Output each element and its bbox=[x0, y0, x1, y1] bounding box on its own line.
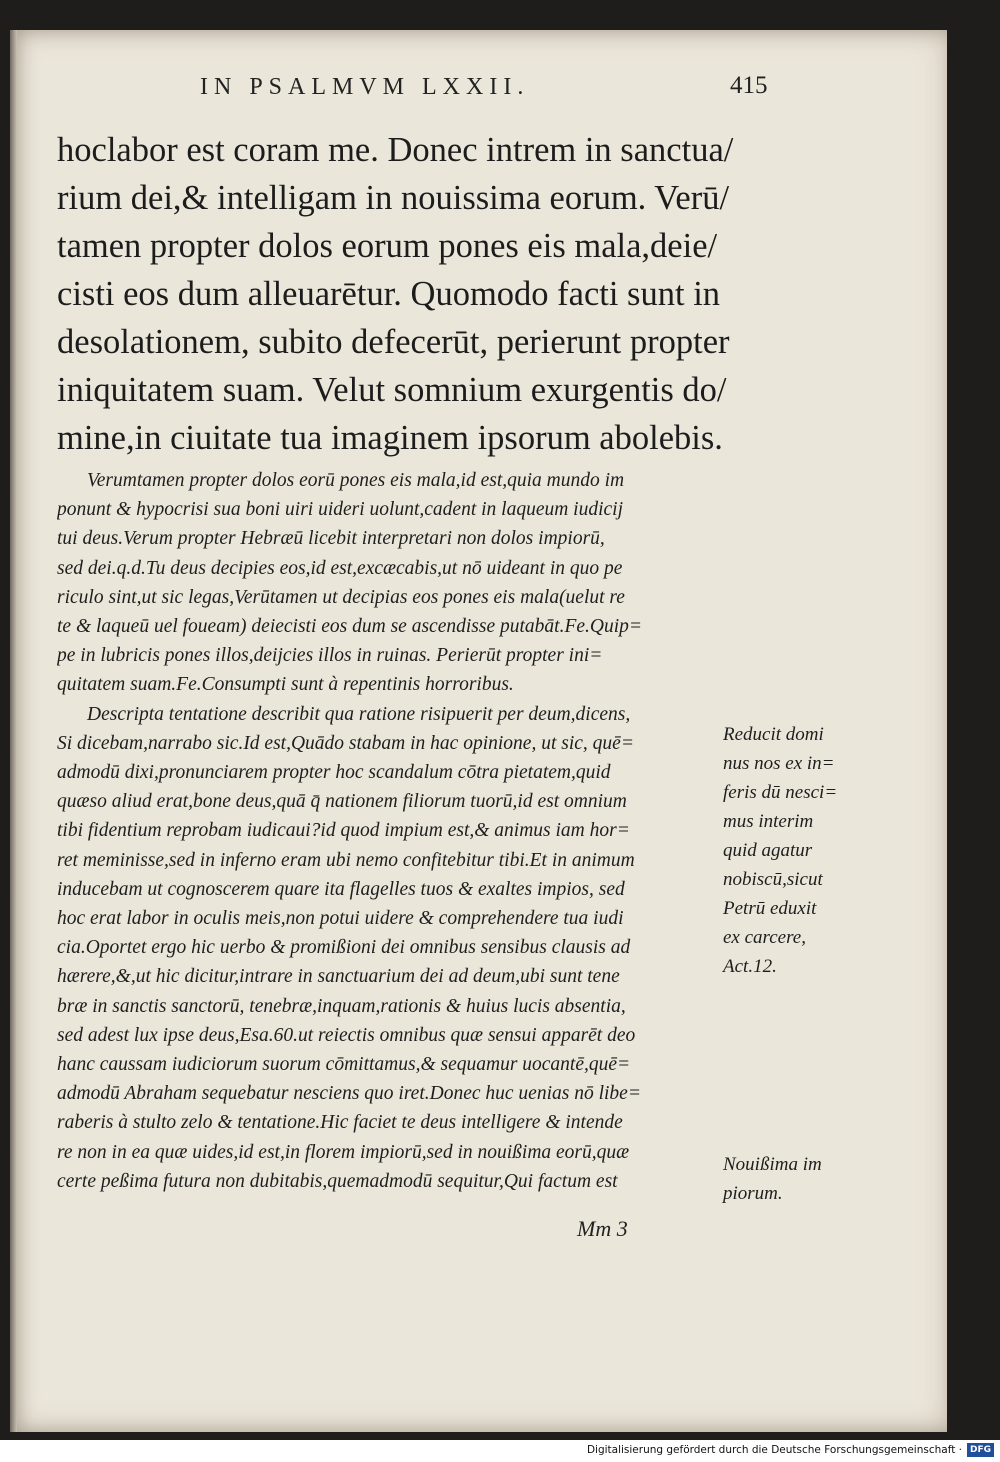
psalm-line: rium dei,& intelligam in nouissima eorum. Verū/ bbox=[57, 179, 730, 217]
psalm-line: cisti eos dum alleuarētur. Quomodo facti sunt in bbox=[57, 275, 721, 313]
commentary-line: quitatem suam.Fe.Consumpti sunt à repentinis horroribus. bbox=[57, 674, 514, 696]
commentary-line: tibi fidentium reprobam iudicaui?id quod impium est,& animus iam hor= bbox=[57, 820, 630, 842]
marginal-note-nouissima bbox=[723, 1150, 863, 1208]
funding-credit: Digitalisierung gefördert durch die Deutsche Forschungsgemeinschaft · bbox=[586, 1444, 962, 1456]
commentary-block bbox=[57, 466, 729, 1196]
marginal-line: nus nos ex in= bbox=[723, 753, 835, 774]
marginal-line: quid agatur bbox=[723, 840, 813, 861]
commentary-line: cia.Oportet ergo hic uerbo & promißioni dei omnibus sensibus clausis ad bbox=[57, 937, 631, 959]
commentary-line: pe in lubricis pones illos,deijcies illos in ruinas. Perierūt propter ini= bbox=[57, 645, 603, 667]
commentary-line: Si dicebam,narrabo sic.Id est,Quādo stabam in hac opinione, ut sic, quē= bbox=[57, 732, 634, 754]
marginal-line: Petrū eduxit bbox=[723, 898, 817, 919]
marginal-line: ex carcere, bbox=[723, 927, 806, 948]
commentary-line: admodū dixi,pronunciarem propter hoc scandalum cōtra pietatem,quid bbox=[57, 762, 611, 784]
marginal-line: Nouißima im bbox=[723, 1154, 822, 1175]
commentary-line: ponunt & hypocrisi sua boni uiri uideri uolunt,cadent in laqueum iudicij bbox=[57, 499, 624, 521]
commentary-line: Descripta tentatione describit qua ratione risipuerit per deum,dicens, bbox=[87, 703, 631, 725]
dfg-logo[interactable]: DFG bbox=[967, 1443, 994, 1457]
psalm-line: mine,in ciuitate tua imaginem ipsorum abolebis. bbox=[57, 419, 723, 457]
psalm-line: desolationem, subito defecerūt, perierunt propter bbox=[57, 323, 730, 361]
psalm-line: tamen propter dolos eorum pones eis mala,deie/ bbox=[57, 227, 718, 265]
psalm-text-block bbox=[57, 126, 734, 462]
commentary-line: Verumtamen propter dolos eorū pones eis mala,id est,quia mundo im bbox=[87, 470, 625, 491]
folio-number: 415 bbox=[730, 72, 768, 99]
commentary-line: raberis à stulto zelo & tentatione.Hic faciet te deus intelligere & intende bbox=[57, 1112, 623, 1134]
marginal-note-reducit bbox=[723, 720, 863, 981]
marginal-line: Act.12. bbox=[723, 956, 777, 977]
psalm-line: iniquitatem suam. Velut somnium exurgentis do/ bbox=[57, 371, 727, 409]
commentary-line: re non in ea quæ uides,id est,in florem impiorū,sed in nouißima eorū,quæ bbox=[57, 1141, 630, 1163]
page-gutter-shadow bbox=[10, 30, 17, 1432]
commentary-line: sed adest lux ipse deus,Esa.60.ut reiectis omnibus quæ sensui apparēt deo bbox=[57, 1024, 636, 1046]
signature-mark: Mm 3 bbox=[577, 1216, 628, 1241]
commentary-line: te & laqueū uel foueam) deiecisti eos dum se ascendisse putabāt.Fe.Quip= bbox=[57, 616, 643, 638]
commentary-line: riculo sint,ut sic legas,Verūtamen ut decipias eos pones eis mala(uelut re bbox=[57, 586, 625, 608]
marginal-line: nobiscū,sicut bbox=[723, 869, 823, 890]
commentary-line: ret meminisse,sed in inferno eram ubi nemo confitebitur tibi.Et in animum bbox=[57, 849, 635, 871]
marginal-line: Reducit domi bbox=[723, 724, 824, 745]
commentary-line: inducebam ut cognoscerem quare ita flagelles tuos & exaltes impios, sed bbox=[57, 878, 625, 900]
marginal-line: feris dū nesci= bbox=[723, 782, 838, 803]
commentary-line: admodū Abraham sequebatur nesciens quo iret.Donec huc uenias nō libe= bbox=[57, 1083, 641, 1105]
commentary-line: hærere,&,ut hic dicitur,intrare in sanctuarium dei ad deum,ubi sunt tene bbox=[57, 966, 620, 988]
commentary-line: quæso aliud erat,bone deus,quā q̄ nationem filiorum tuorū,id est omnium bbox=[57, 791, 627, 813]
commentary-line: hoc erat labor in oculis meis,non potui uidere & comprehendere tua iudi bbox=[57, 908, 624, 930]
running-head: IN PSALMVM LXXII. bbox=[200, 74, 530, 100]
footer-bar bbox=[0, 1440, 1000, 1462]
psalm-line: hoclabor est coram me. Donec intrem in sanctua/ bbox=[57, 131, 734, 169]
marginal-line: piorum. bbox=[723, 1183, 783, 1204]
commentary-line: certe peßima futura non dubitabis,quemadmodū sequitur,Qui factum est bbox=[57, 1170, 618, 1192]
commentary-line: hanc caussam iudiciorum suorum cōmittamus,& sequamur uocantē,quē= bbox=[57, 1054, 631, 1076]
commentary-line: tui deus.Verum propter Hebræū licebit interpretari non dolos impiorū, bbox=[57, 528, 605, 550]
commentary-line: sed dei.q.d.Tu deus decipies eos,id est,excæcabis,ut nō uideant in quo pe bbox=[57, 557, 623, 579]
commentary-line: bræ in sanctis sanctorū, tenebræ,inquam,rationis & huius lucis absentia, bbox=[57, 995, 626, 1017]
marginal-line: mus interim bbox=[723, 811, 814, 832]
